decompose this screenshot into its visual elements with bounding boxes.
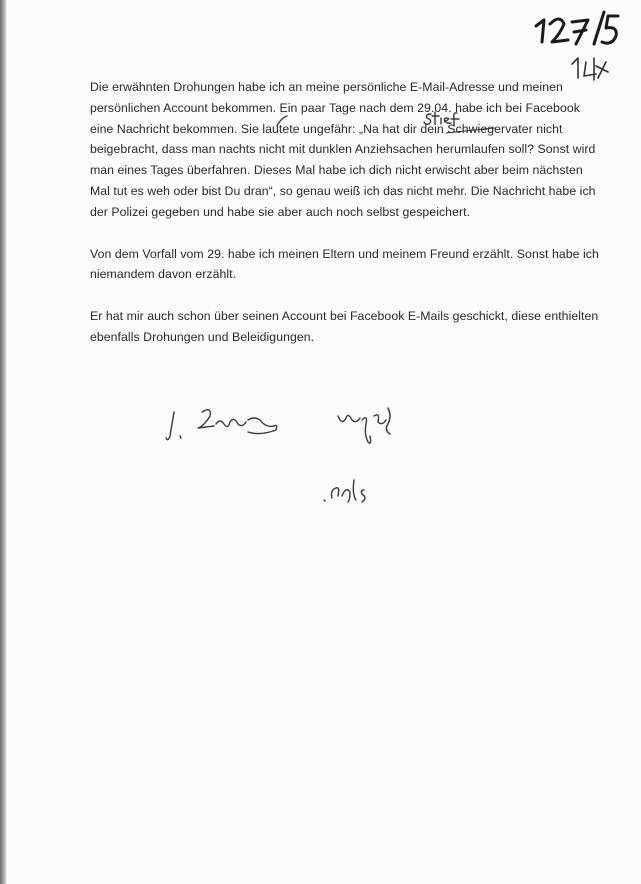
text-line: persönlichen Account bekommen. Ein paar Tage nach dem 29.04. habe ich bei Facebook [90,100,580,115]
text-segment: ervater nicht [494,121,563,136]
paragraph-threats [90,77,596,223]
scan-edge [0,0,7,884]
signature-2 [334,402,396,450]
text-line: der Polizei gegeben und habe sie aber auch noch selbst gespeichert. [90,204,471,219]
signature-3 [320,476,382,508]
text-line: man eines Tages überfahren. Dieses Mal habe ich dich nicht erwischt aber beim nächsten [90,163,583,178]
text-line: ebenfalls Drohungen und Beleidigungen. [90,329,315,344]
text-segment: eine Nachricht bekommen. Sie lautete ungefähr: „Na hat dir dein [90,121,448,136]
text-line-with-correction [90,119,580,140]
insertion-caret-mark [275,114,289,128]
text-line: Er hat mir auch schon über seinen Account bei Facebook E-Mails geschickt, diese enthielten [90,309,599,324]
paragraph-told-others [90,244,599,286]
text-line: Mal tut es weh oder bist Du dran“, so genau weiß ich das nicht mehr. Die Nachricht habe ich [90,183,596,198]
text-line: niemandem davon erzählt. [90,267,237,282]
struck-text: Schwieg [447,119,494,140]
text-line: Die erwähnten Drohungen habe ich an meine persönliche E-Mail-Adresse und meinen [90,80,563,94]
text-line: Von dem Vorfall vom 29. habe ich meinen Eltern und meinem Freund erzählt. Sonst habe ich [90,246,599,261]
text-line: beigebracht, dass man nachts nicht mit dunklen Anziehsachen herumlaufen soll? Sonst wird [90,142,596,157]
signature-1 [164,398,282,446]
statement-body [90,77,599,369]
handwritten-insert-stief [423,110,463,128]
reference-number-handwritten [530,8,620,48]
paragraph-facebook-mails [90,306,599,348]
